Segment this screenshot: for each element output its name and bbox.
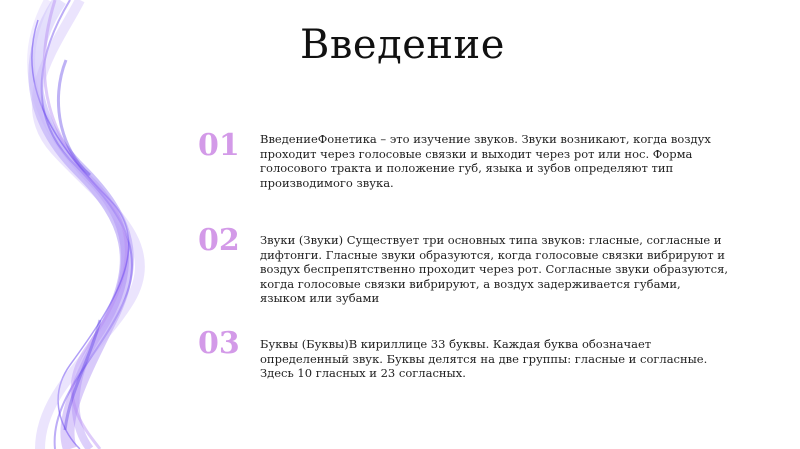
slide-title: Введение — [300, 22, 505, 68]
item-number: 01 — [198, 128, 240, 163]
item-text: Буквы (Буквы)В кириллице 33 буквы. Каждая буква обозначает определенный звук. Буквы делятся на две группы: гласные и согласные. Здесь 10 гласных и 23 согласных. — [260, 337, 708, 380]
item-text: ВведениеФонетика – это изучение звуков. Звуки возникают, когда воздух проходит через голосовые связки и выходит через рот или нос. Форма голосового тракта и положение губ, языка и зубов определяют тип производимого звука. — [260, 132, 711, 190]
decorative-smoke-ribbon — [0, 0, 200, 449]
item-number: 02 — [198, 223, 240, 258]
item-number: 03 — [198, 326, 240, 361]
item-text: Звуки (Звуки) Существует три основных типа звуков: гласные, согласные и дифтонги. Гласные звуки образуются, когда голосовые связки вибрируют и воздух беспрепятственно проходит через рот. Согласные звуки образуются, когда голосовые связки вибрируют, а воздух задерживается губами, языком или зубами — [260, 233, 728, 305]
